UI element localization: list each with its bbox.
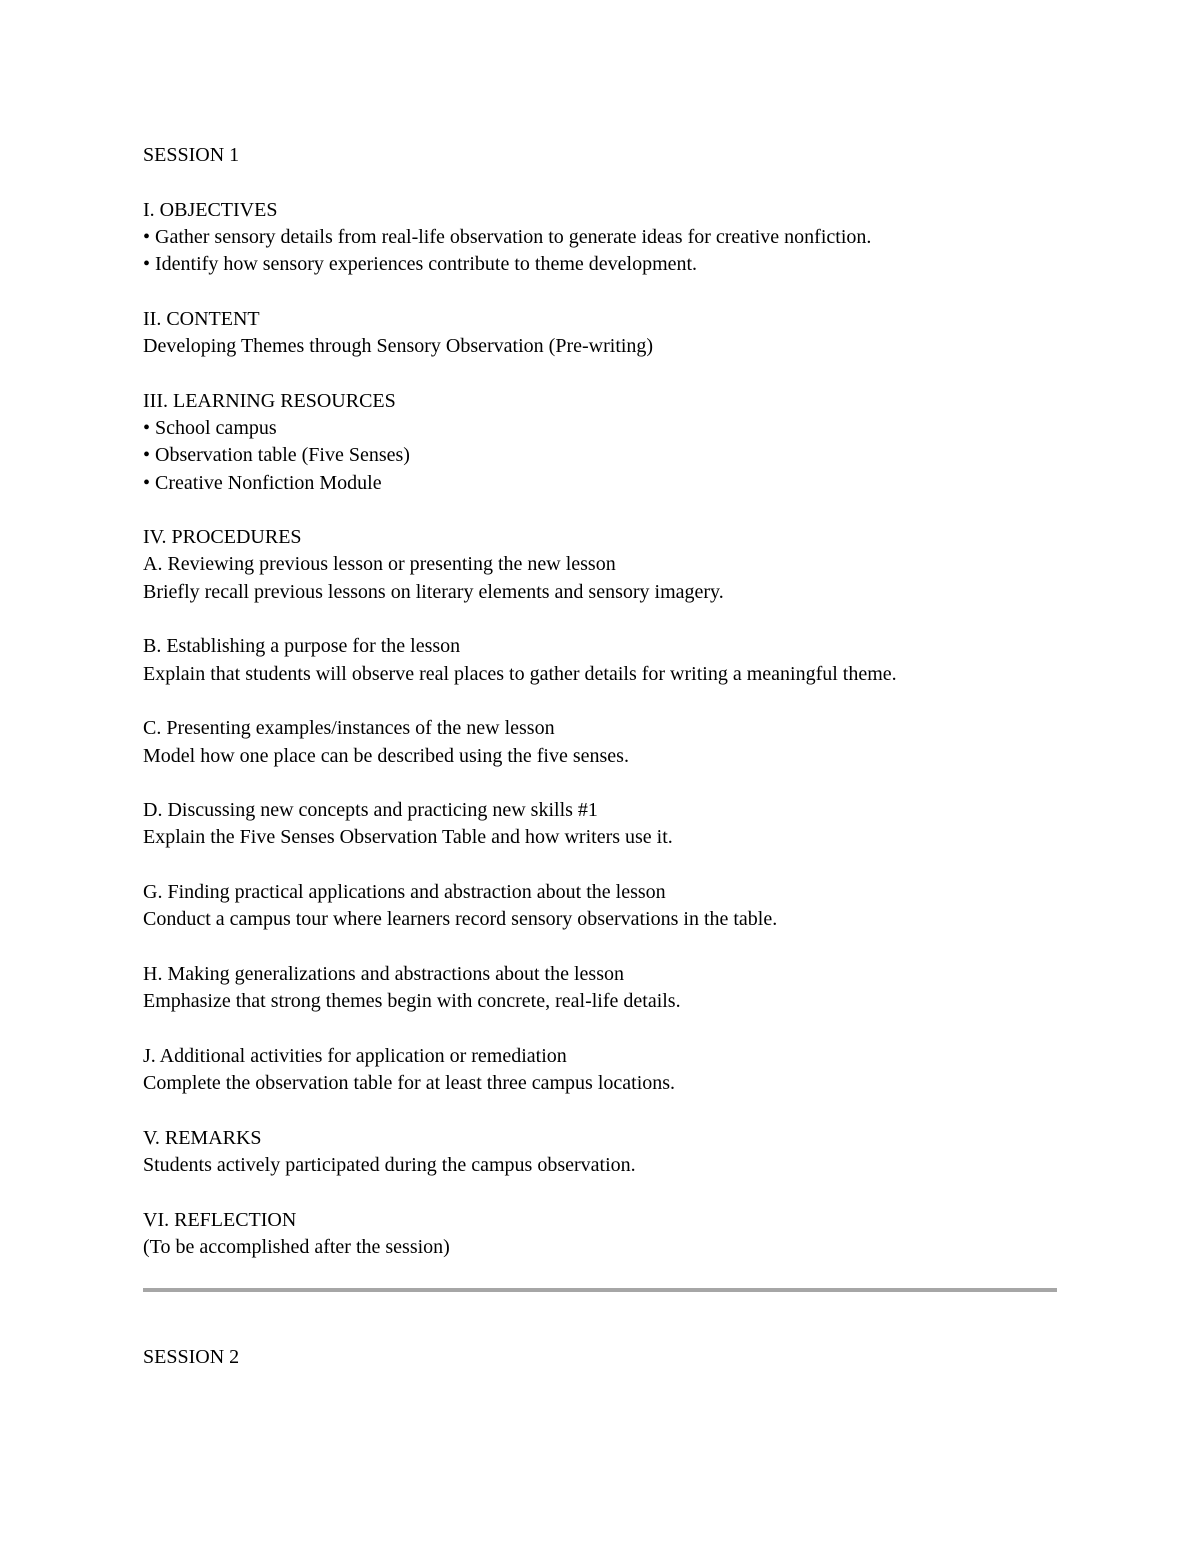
learning-resources-heading: III. LEARNING RESOURCES <box>143 389 396 412</box>
procedure-step <box>143 633 1143 688</box>
content-heading: II. CONTENT <box>143 307 260 330</box>
remarks-heading: V. REMARKS <box>143 1126 262 1149</box>
session-2-header <box>143 1344 1143 1371</box>
procedure-step-detail: Complete the observation table for at least three campus locations. <box>143 1072 676 1095</box>
procedure-step <box>143 961 1143 1016</box>
procedure-step-label: A. Reviewing previous lesson or presenting the new lesson <box>143 553 616 576</box>
reflection-section <box>143 1207 1143 1262</box>
section-divider <box>143 1288 1057 1292</box>
procedures-section <box>143 524 1143 606</box>
content-section <box>143 306 1143 361</box>
objective-item: • Identify how sensory experiences contribute to theme development. <box>143 253 698 276</box>
remarks-section <box>143 1125 1143 1180</box>
learning-resources-section <box>143 388 1143 497</box>
procedure-step-label: B. Establishing a purpose for the lesson <box>143 635 461 658</box>
session-1-title: SESSION 1 <box>143 144 240 166</box>
session-2-title: SESSION 2 <box>143 1346 240 1369</box>
procedure-step-label: H. Making generalizations and abstractions about the lesson <box>143 962 624 985</box>
procedure-step-label: C. Presenting examples/instances of the new lesson <box>143 717 555 740</box>
objectives-section <box>143 197 1143 279</box>
resource-item: • Observation table (Five Senses) <box>143 444 410 467</box>
session-1-header <box>143 142 1143 169</box>
content-body: Developing Themes through Sensory Observation (Pre-writing) <box>143 335 654 358</box>
remarks-body: Students actively participated during the campus observation. <box>143 1153 636 1176</box>
objectives-heading: I. OBJECTIVES <box>143 198 278 221</box>
procedure-step <box>143 797 1143 852</box>
resource-item: • Creative Nonfiction Module <box>143 471 382 494</box>
procedure-step-label: G. Finding practical applications and abstraction about the lesson <box>143 881 666 904</box>
reflection-heading: VI. REFLECTION <box>143 1208 297 1231</box>
procedure-step-detail: Explain the Five Senses Observation Table and how writers use it. <box>143 826 673 849</box>
procedure-step <box>143 879 1143 934</box>
procedure-step <box>143 1043 1143 1098</box>
procedure-step-detail: Conduct a campus tour where learners record sensory observations in the table. <box>143 908 778 931</box>
resource-item: • School campus <box>143 416 277 439</box>
procedure-step <box>143 715 1143 770</box>
procedure-step-label: D. Discussing new concepts and practicing new skills #1 <box>143 799 598 822</box>
reflection-body: (To be accomplished after the session) <box>143 1235 450 1258</box>
procedure-step-detail: Model how one place can be described using the five senses. <box>143 744 629 767</box>
procedure-step-detail: Emphasize that strong themes begin with concrete, real-life details. <box>143 990 681 1013</box>
procedures-heading: IV. PROCEDURES <box>143 526 302 549</box>
procedure-step-label: J. Additional activities for application or remediation <box>143 1044 567 1067</box>
procedure-step-detail: Briefly recall previous lessons on literary elements and sensory imagery. <box>143 580 724 603</box>
objective-item: • Gather sensory details from real-life observation to generate ideas for creative nonfiction. <box>143 225 872 248</box>
procedure-step-detail: Explain that students will observe real places to gather details for writing a meaningful theme. <box>143 662 897 685</box>
